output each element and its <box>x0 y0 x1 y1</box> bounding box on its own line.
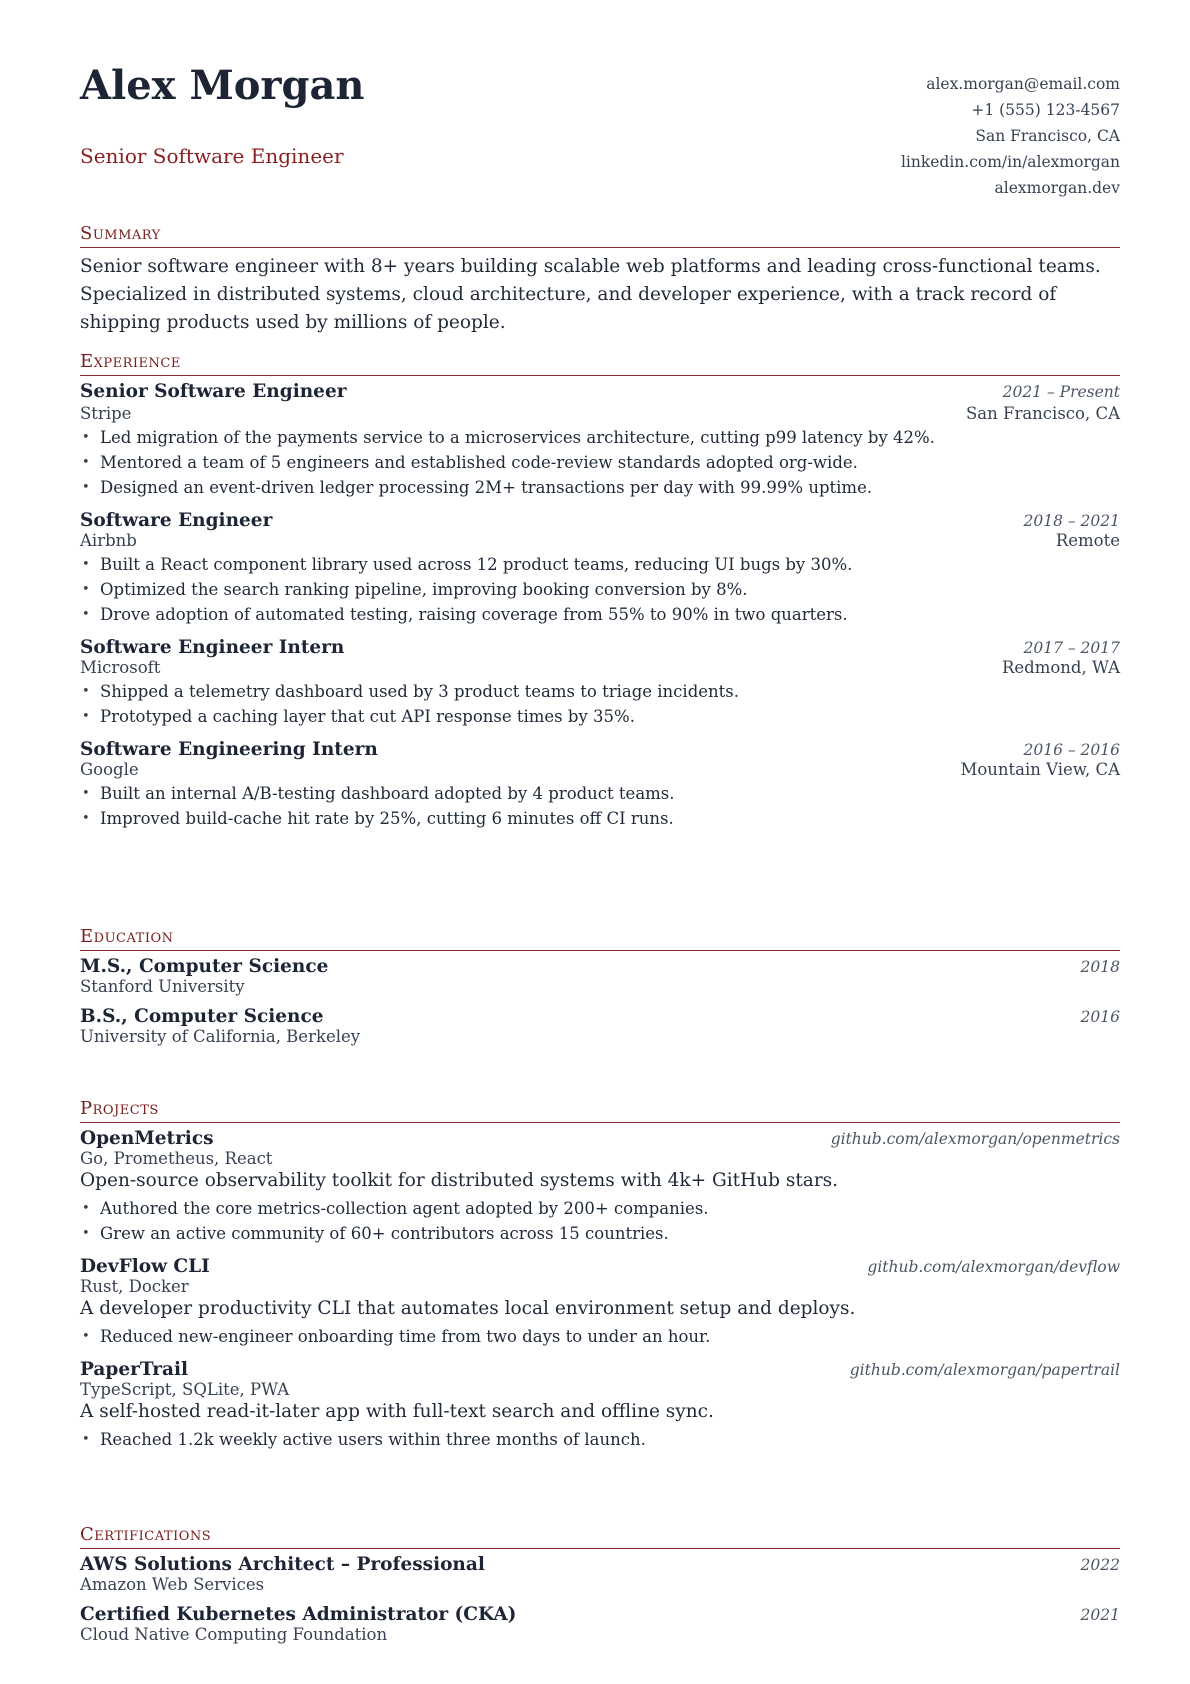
project-description: A self-hosted read-it-later app with full-text search and offline sync. <box>80 1401 714 1422</box>
certification-year: 2022 <box>1080 1556 1120 1574</box>
project-stack: Go, Prometheus, React <box>80 1149 273 1168</box>
project-bullets <box>80 1196 1120 1246</box>
bullet-item: • Improved build-cache hit rate by 25%, cutting 6 minutes off CI runs. <box>80 806 1120 831</box>
contact-linkedin[interactable]: linkedin.com/in/alexmorgan <box>900 153 1120 171</box>
section-heading-summary: Summary <box>80 223 1120 248</box>
contact-block <box>901 71 1120 201</box>
contact-phone[interactable]: +1 (555) 123-4567 <box>971 101 1120 119</box>
experience-entry <box>80 510 1120 627</box>
summary-text: Senior software engineer with 8+ years building scalable web platforms and leading cross-functional teams. Specialized in distributed systems, cloud architecture, and developer experience, with a track record of shipping products used by millions of people. <box>80 256 1101 333</box>
experience-entry <box>80 381 1120 500</box>
summary-section <box>80 223 1120 337</box>
project-name: OpenMetrics <box>80 1128 214 1149</box>
project-name: PaperTrail <box>80 1359 189 1380</box>
degree-title: M.S., Computer Science <box>80 956 329 977</box>
candidate-role: Senior Software Engineer <box>80 144 344 168</box>
school-name: University of California, Berkeley <box>80 1027 361 1046</box>
job-location: San Francisco, CA <box>965 404 1120 423</box>
job-title: Senior Software Engineer <box>80 381 347 402</box>
bullet-item: • Prototyped a caching layer that cut API response times by 35%. <box>80 704 1120 729</box>
experience-entry <box>80 637 1120 729</box>
job-bullets <box>80 552 1120 627</box>
company-name: Airbnb <box>80 531 137 550</box>
project-name: DevFlow CLI <box>80 1256 210 1277</box>
section-heading-experience: Experience <box>80 351 1120 376</box>
section-heading-education: Education <box>80 926 1120 951</box>
contact-website[interactable]: alexmorgan.dev <box>994 179 1120 197</box>
section-heading-projects: Projects <box>80 1098 1120 1123</box>
project-bullets <box>80 1427 1120 1452</box>
bullet-item: • Led migration of the payments service to a microservices architecture, cutting p99 latency by 42%. <box>80 425 1120 450</box>
company-name: Stripe <box>80 404 132 423</box>
project-bullets <box>80 1324 1120 1349</box>
degree-year: 2018 <box>1080 958 1120 976</box>
certification-year: 2021 <box>1080 1606 1120 1624</box>
candidate-name: Alex Morgan <box>80 62 365 109</box>
bullet-item: • Authored the core metrics-collection agent adopted by 200+ companies. <box>80 1196 1120 1221</box>
certification-name: Certified Kubernetes Administrator (CKA) <box>80 1604 517 1625</box>
job-title: Software Engineer <box>80 510 273 531</box>
section-heading-certifications: Certifications <box>80 1524 1120 1549</box>
education-section <box>80 926 1120 1046</box>
job-location: Redmond, WA <box>1001 658 1120 677</box>
contact-email[interactable]: alex.morgan@email.com <box>926 75 1120 93</box>
job-location: Mountain View, CA <box>960 760 1120 779</box>
job-bullets <box>80 781 1120 831</box>
job-location: Remote <box>1055 531 1120 550</box>
projects-section <box>80 1098 1120 1452</box>
project-entry <box>80 1128 1120 1246</box>
school-name: Stanford University <box>80 977 245 996</box>
resume-header <box>80 0 1120 210</box>
bullet-item: • Shipped a telemetry dashboard used by 3 product teams to triage incidents. <box>80 679 1120 704</box>
project-link[interactable]: github.com/alexmorgan/papertrail <box>849 1361 1120 1379</box>
degree-title: B.S., Computer Science <box>80 1006 324 1027</box>
experience-section <box>80 351 1120 831</box>
company-name: Microsoft <box>80 658 161 677</box>
experience-entry <box>80 739 1120 831</box>
contact-location: San Francisco, CA <box>975 127 1120 145</box>
job-dates: 2016 – 2016 <box>1023 741 1120 759</box>
education-entry <box>80 1006 1120 1046</box>
bullet-item: • Grew an active community of 60+ contributors across 15 countries. <box>80 1221 1120 1246</box>
project-stack: Rust, Docker <box>80 1277 189 1296</box>
bullet-item: • Reached 1.2k weekly active users within three months of launch. <box>80 1427 1120 1452</box>
certification-issuer: Cloud Native Computing Foundation <box>80 1625 388 1644</box>
bullet-item: • Drove adoption of automated testing, raising coverage from 55% to 90% in two quarters. <box>80 602 1120 627</box>
project-link[interactable]: github.com/alexmorgan/devflow <box>867 1258 1120 1276</box>
project-link[interactable]: github.com/alexmorgan/openmetrics <box>830 1130 1120 1148</box>
job-bullets <box>80 679 1120 729</box>
job-dates: 2017 – 2017 <box>1023 639 1120 657</box>
certification-entry <box>80 1554 1120 1594</box>
bullet-item: • Designed an event-driven ledger processing 2M+ transactions per day with 99.99% uptime. <box>80 475 1120 500</box>
certification-entry <box>80 1604 1120 1644</box>
certifications-section <box>80 1524 1120 1644</box>
project-entry <box>80 1359 1120 1452</box>
certification-issuer: Amazon Web Services <box>80 1575 265 1594</box>
project-entry <box>80 1256 1120 1349</box>
resume-page <box>80 0 1120 1644</box>
job-dates: 2021 – Present <box>1002 383 1120 401</box>
job-title: Software Engineering Intern <box>80 739 378 760</box>
bullet-item: • Built an internal A/B-testing dashboard adopted by 4 product teams. <box>80 781 1120 806</box>
company-name: Google <box>80 760 139 779</box>
bullet-item: • Built a React component library used across 12 product teams, reducing UI bugs by 30%. <box>80 552 1120 577</box>
job-bullets <box>80 425 1120 500</box>
education-entry <box>80 956 1120 996</box>
job-title: Software Engineer Intern <box>80 637 345 658</box>
project-description: A developer productivity CLI that automates local environment setup and deploys. <box>80 1298 856 1319</box>
bullet-item: • Reduced new-engineer onboarding time from two days to under an hour. <box>80 1324 1120 1349</box>
certification-name: AWS Solutions Architect – Professional <box>80 1554 485 1575</box>
project-description: Open-source observability toolkit for distributed systems with 4k+ GitHub stars. <box>80 1170 839 1191</box>
degree-year: 2016 <box>1080 1008 1120 1026</box>
project-stack: TypeScript, SQLite, PWA <box>80 1380 290 1399</box>
job-dates: 2018 – 2021 <box>1023 512 1120 530</box>
bullet-item: • Optimized the search ranking pipeline, improving booking conversion by 8%. <box>80 577 1120 602</box>
bullet-item: • Mentored a team of 5 engineers and established code-review standards adopted org-wide. <box>80 450 1120 475</box>
